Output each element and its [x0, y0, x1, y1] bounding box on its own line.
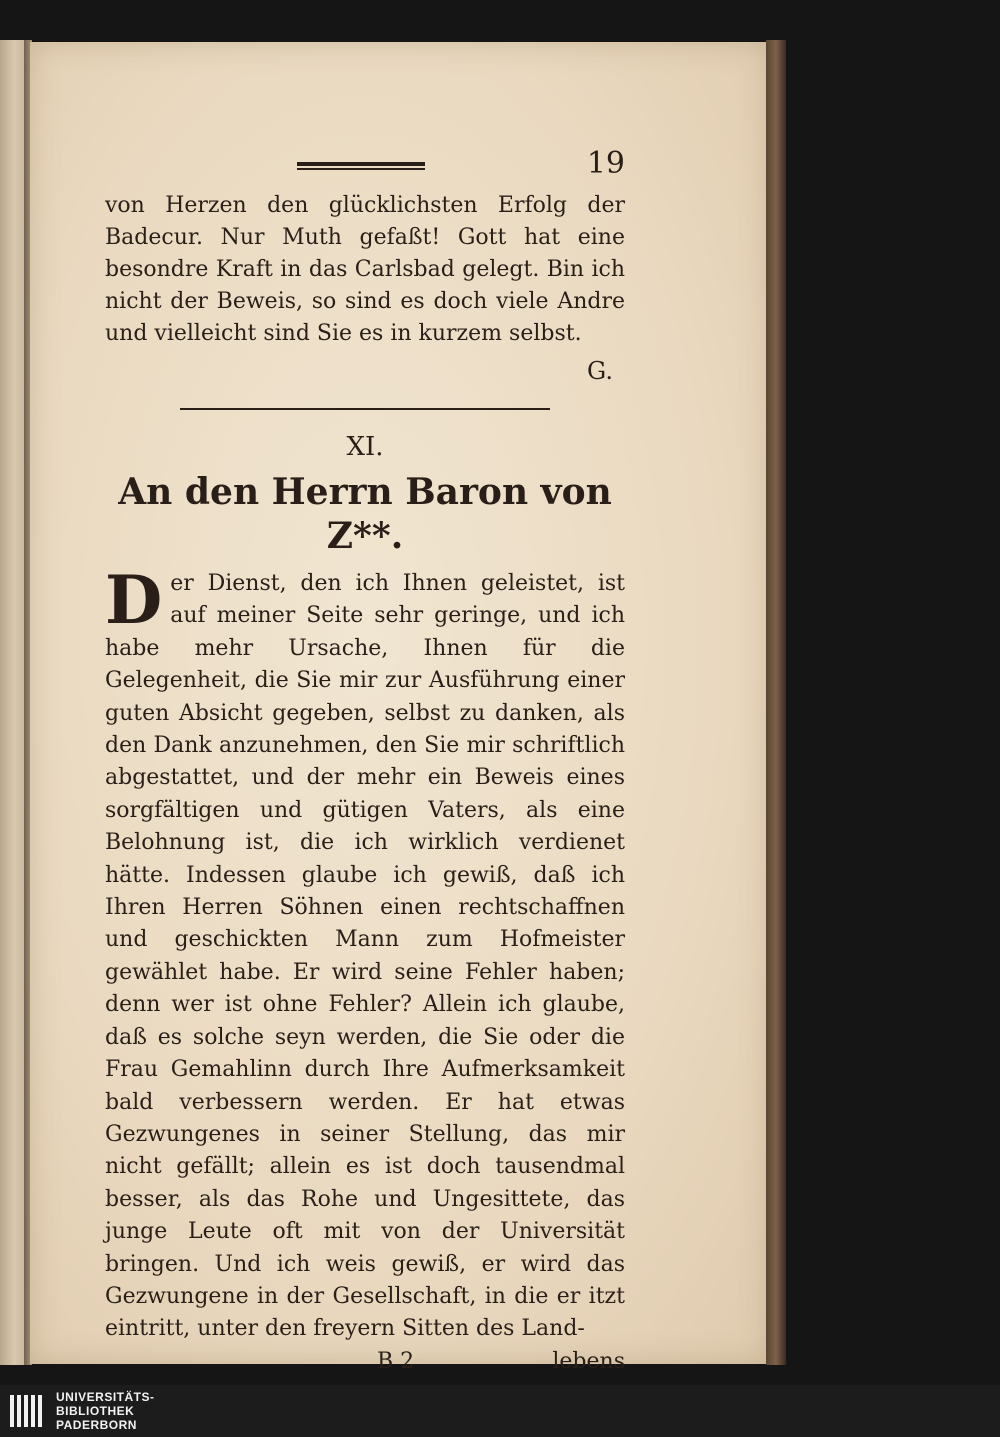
signature-mark: B 2 — [377, 1348, 415, 1374]
left-page-edge — [0, 40, 24, 1365]
letter-body — [105, 561, 625, 1346]
page-header — [105, 140, 625, 190]
letter-signature: G. — [587, 357, 613, 385]
drop-cap: D — [105, 561, 163, 639]
header-rule — [297, 162, 425, 170]
opening-paragraph: von Herzen den glücklichsten Erfolg der Badecur. Nur Muth gefaßt! Gott hat eine besondre Kraft in das Carlsbad gelegt. Bin ich nicht der Beweis, so sind es doch viele Andre und vielleicht sind Sie es in kurzem selbst. — [105, 193, 625, 346]
library-logo-bar — [0, 1385, 1000, 1437]
letter-body-text: er Dienst, den ich Ihnen geleistet, ist auf meiner Seite sehr geringe, und ich habe mehr Ursache, Ihnen für die Gelegenheit, die Sie mir zur Ausführung einer guten Absicht gegeben, selbst zu danken, als den Dank anzunehmen, den Sie mir schriftlich abgestattet, und der mehr ein Beweis eines sorgfältigen und gütigen Vaters, als eine Belohnung ist, die ich wirklich verdienet hätte. Indessen glaube ich gewiß, daß ich Ihren Herren Söhnen einen rechtschaffnen und geschickten Mann zum Hofmeister gewählet habe. Er wird seine Fehler haben; denn wer ist ohne Fehler? Allein ich glaube, daß es solche seyn werden, die Sie oder die Frau Gemahlinn durch Ihre Aufmerksamkeit bald verbessern werden. Er hat etwas Gezwungenes in seiner Stellung, das mir nicht gefällt; allein es ist doch tausendmal besser, als das Rohe und Ungesittete, das junge Leute oft mit von der Universität bringen. Und ich weis gewiß, er wird das Gezwungene in der Gesellschaft, in die er itzt eintritt, unter den freyern Sitten des Land- — [105, 571, 625, 1342]
book-cover-edge — [766, 40, 786, 1365]
logo-line-1: UNIVERSITÄTS- — [56, 1390, 155, 1404]
letter-heading: An den Herrn Baron von Z**. — [118, 471, 612, 557]
library-logo-text — [56, 1390, 155, 1432]
catchword: lebens — [552, 1348, 625, 1374]
logo-line-2: BIBLIOTHEK — [56, 1404, 135, 1418]
logo-line-3: PADERBORN — [56, 1418, 137, 1432]
library-logo-icon — [8, 1391, 48, 1431]
page-content — [105, 140, 625, 1380]
page-number: 19 — [586, 146, 625, 181]
section-number: XI. — [346, 432, 384, 462]
page-footer — [105, 1346, 625, 1380]
section-divider — [180, 408, 550, 410]
